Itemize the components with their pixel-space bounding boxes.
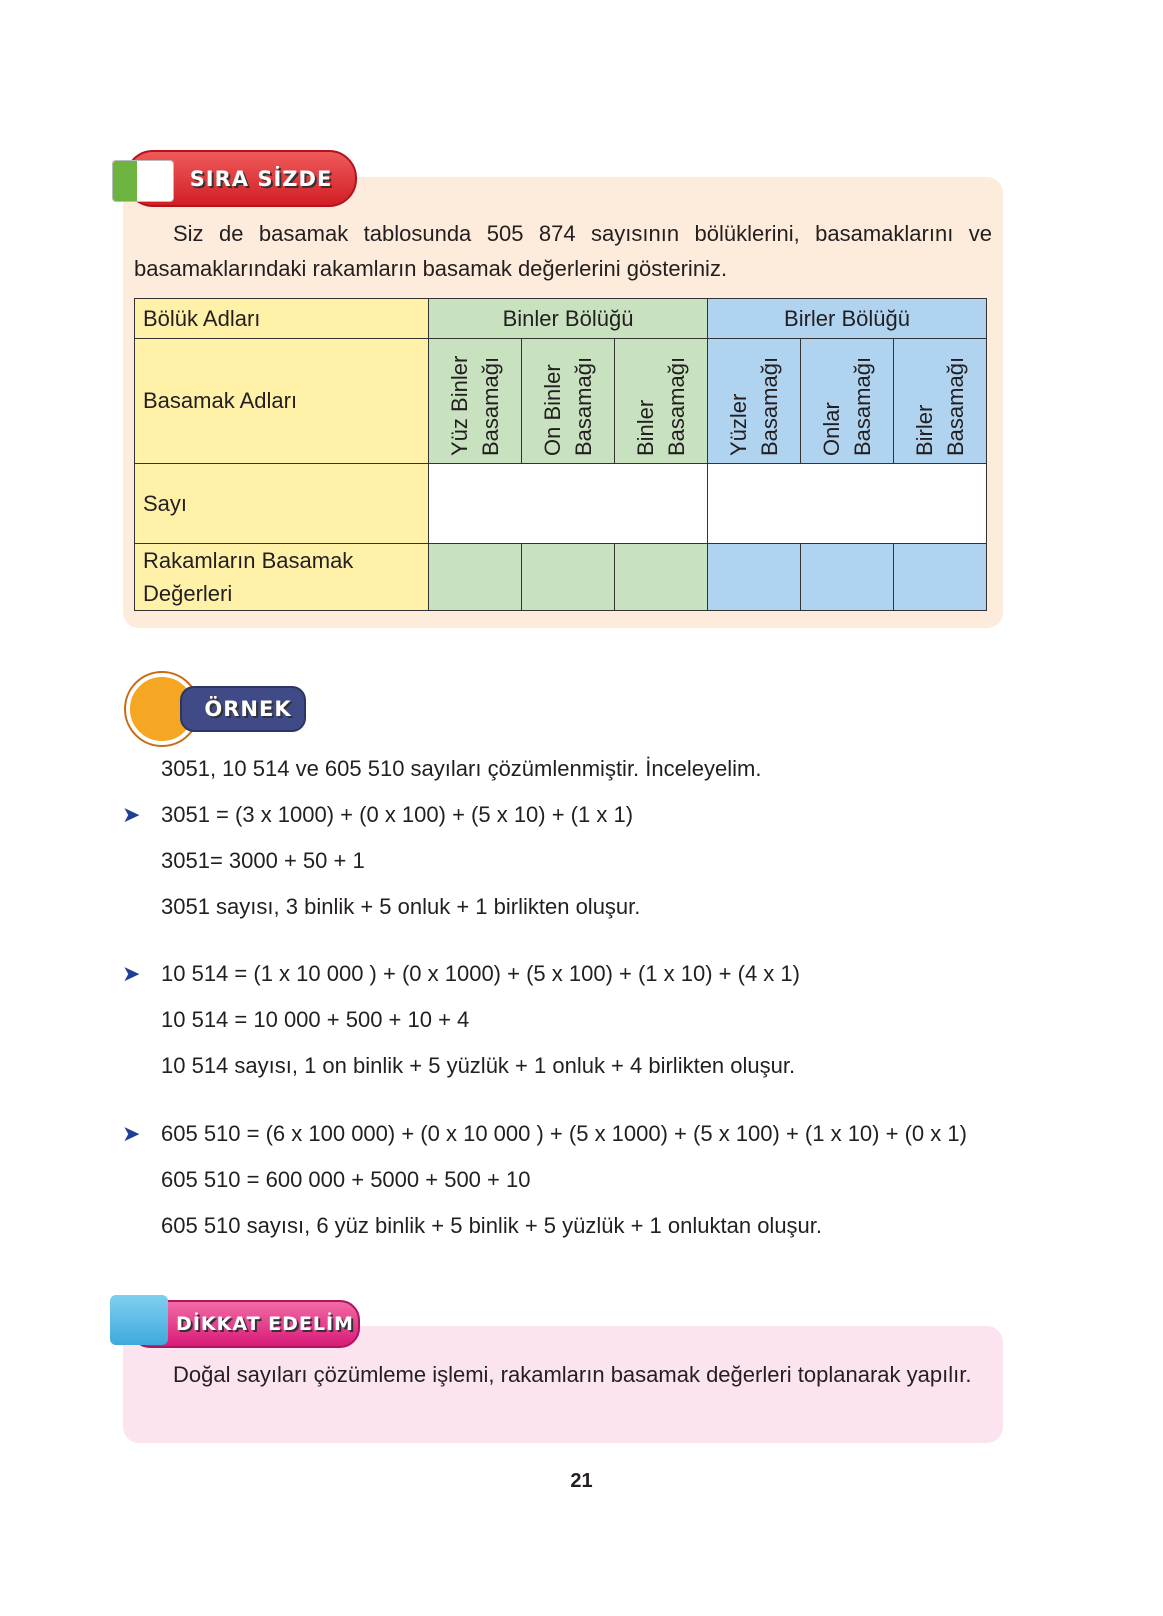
arrow-icon: ➤	[122, 1121, 141, 1146]
sira-sizde-badge: SIRA SİZDE	[125, 150, 357, 207]
description-line: 605 510 sayısı, 6 yüz binlik + 5 binlik + 5 yüzlük + 1 onluktan oluşur.	[161, 1213, 823, 1238]
dikkat-text: Doğal sayıları çözümleme işlemi, rakamların basamak değerleri toplanarak yapılır.	[173, 1362, 972, 1387]
arrow-icon: ➤	[122, 802, 141, 827]
value-cell[interactable]	[708, 544, 801, 611]
arrow-icon: ➤	[122, 961, 141, 986]
sum-line: 10 514 = 10 000 + 500 + 10 + 4	[161, 1007, 470, 1032]
pencil-paper-icon	[112, 160, 174, 202]
description-line: 3051 sayısı, 3 binlik + 5 onluk + 1 birlikten oluşur.	[161, 894, 641, 919]
column-header: On Binler Basamağı	[522, 339, 615, 464]
sum-line: 605 510 = 600 000 + 5000 + 500 + 10	[161, 1167, 531, 1192]
expansion-line: 10 514 = (1 x 10 000 ) + (0 x 1000) + (5 x 100) + (1 x 10) + (4 x 1)	[161, 961, 800, 986]
sum-line: 3051= 3000 + 50 + 1	[161, 848, 365, 873]
row-label: Sayı	[135, 464, 429, 544]
value-cell[interactable]	[615, 544, 708, 611]
number-cell-binler[interactable]	[429, 464, 708, 544]
place-value-table	[134, 298, 987, 611]
value-cell[interactable]	[801, 544, 894, 611]
group-header: Binler Bölüğü	[429, 299, 708, 339]
value-cell[interactable]	[522, 544, 615, 611]
column-header: Binler Basamağı	[615, 339, 708, 464]
column-header: Yüzler Basamağı	[708, 339, 801, 464]
page-number: 21	[570, 1470, 593, 1492]
row-label: Basamak Adları	[135, 339, 429, 464]
row-label: Rakamların Basamak Değerleri	[135, 544, 429, 611]
column-header: Yüz Binler Basamağı	[429, 339, 522, 464]
value-cell[interactable]	[429, 544, 522, 611]
dikkat-badge: DİKKAT EDELİM	[130, 1300, 360, 1348]
ornek-badge: ÖRNEK	[180, 686, 306, 732]
value-cell[interactable]	[894, 544, 987, 611]
description-line: 10 514 sayısı, 1 on binlik + 5 yüzlük + 1 onluk + 4 birlikten oluşur.	[161, 1053, 796, 1078]
ornek-intro: 3051, 10 514 ve 605 510 sayıları çözümlenmiştir. İnceleyelim.	[161, 756, 762, 781]
group-header: Birler Bölüğü	[708, 299, 987, 339]
book-icon	[110, 1295, 168, 1345]
expansion-line: 3051 = (3 x 1000) + (0 x 100) + (5 x 10) + (1 x 1)	[161, 802, 634, 827]
column-header: Birler Basamağı	[894, 339, 987, 464]
row-label: Bölük Adları	[135, 299, 429, 339]
number-cell-birler[interactable]	[708, 464, 987, 544]
expansion-line: 605 510 = (6 x 100 000) + (0 x 10 000 ) + (5 x 1000) + (5 x 100) + (1 x 10) + (0 x 1)	[161, 1121, 967, 1146]
column-header: Onlar Basamağı	[801, 339, 894, 464]
sira-sizde-text: Siz de basamak tablosunda 505 874 sayısının bölüklerini, basamaklarını ve basamaklarındaki rakamların basamak değerlerini gösteriniz.	[134, 221, 992, 281]
